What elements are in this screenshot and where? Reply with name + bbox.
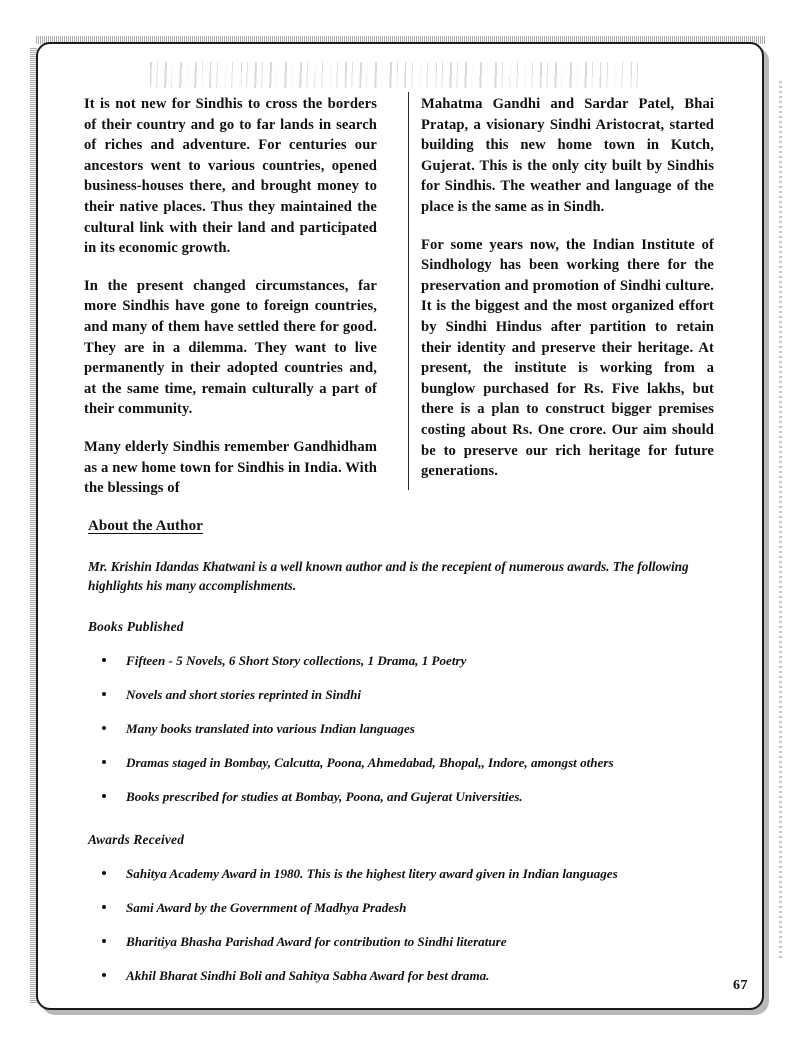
- list-item-label: Fifteen - 5 Novels, 6 Short Story collections, 1 Drama, 1 Poetry: [126, 653, 467, 668]
- bullet-dot-icon: [102, 726, 106, 730]
- bullet-dot-icon: [102, 692, 106, 696]
- list-item: [88, 865, 713, 883]
- paragraph: For some years now, the Indian Institute of Sindhology has been working there for the preservation and promotion of Sindhi culture. It is the biggest and the most organized effort by Sindhi Hindus after partition to retain their identity and preserve their heritage. At present, the institute is working from a bunglow purchased for Rs. Five lakhs, but there is a plan to construct bigger premises costing about Rs. One crore. Our aim should be to preserve our rich heritage for future generations.: [421, 236, 714, 480]
- bullet-dot-icon: [102, 658, 106, 662]
- bullet-dot-icon: [102, 973, 106, 977]
- list-item-label: Many books translated into various Indian languages: [126, 721, 415, 736]
- list-item: [88, 686, 713, 704]
- paragraph: Mahatma Gandhi and Sardar Patel, Bhai Pratap, a visionary Sindhi Aristocrat, started building this new home town in Kutch, Gujerat. This is the only city built by Sindhis for Sindhis. The weather and language of the place is the same as in Sindh.: [421, 96, 714, 215]
- books-published-list: [88, 652, 713, 806]
- list-item: [88, 754, 713, 772]
- list-item-label: Novels and short stories reprinted in Sindhi: [126, 687, 362, 702]
- awards-received-list: [88, 865, 713, 985]
- about-the-author-section: [88, 518, 713, 985]
- list-item: [88, 933, 713, 951]
- author-intro-text: Mr. Krishin Idandas Khatwani is a well known author and is the recepient of numerous awards. The following highlights his many accomplishments.: [88, 559, 689, 593]
- list-item-label: Sami Award by the Government of Madhya Pradesh: [126, 900, 407, 915]
- books-published-heading: Books Published: [88, 619, 184, 634]
- list-item: [88, 788, 713, 806]
- list-item-label: Sahitya Academy Award in 1980. This is the highest litery award given in Indian languages: [126, 866, 618, 881]
- bullet-dot-icon: [102, 939, 106, 943]
- bullet-dot-icon: [102, 794, 106, 798]
- about-the-author-heading: About the Author: [88, 518, 203, 534]
- running-header-ghost: [150, 62, 640, 88]
- awards-received-heading: Awards Received: [88, 832, 185, 847]
- paragraph: It is not new for Sindhis to cross the borders of their country and go to far lands in search of riches and adventure. For centuries our ancestors went to various countries, opened business-houses there, and brought money to their native places. Thus they maintained the cultural link with their land and participated in its economic growth.: [84, 96, 377, 257]
- paragraph: Many elderly Sindhis remember Gandhidham as a new home town for Sindhis in India. With the blessings of: [84, 438, 377, 497]
- list-item: [88, 967, 713, 985]
- paragraph: In the present changed circumstances, far more Sindhis have gone to foreign countries, and many of them have settled there for good. They are in a dilemma. They want to live permanently in their adopted countries and, at the same time, remain culturally a part of their community.: [84, 277, 377, 418]
- left-column: [84, 94, 395, 499]
- list-item: [88, 720, 713, 738]
- list-item-label: Dramas staged in Bombay, Calcutta, Poona, Ahmedabad, Bhopal,, Indore, amongst others: [126, 755, 614, 770]
- list-item-label: Bharitiya Bhasha Parishad Award for contribution to Sindhi literature: [126, 934, 507, 949]
- page-number: 67: [733, 978, 748, 993]
- bullet-dot-icon: [102, 905, 106, 909]
- bullet-dot-icon: [102, 760, 106, 764]
- list-item-label: Books prescribed for studies at Bombay, Poona, and Gujerat Universities.: [126, 789, 523, 804]
- column-divider-rule: [408, 92, 409, 490]
- list-item: [88, 652, 713, 670]
- bullet-dot-icon: [102, 871, 106, 875]
- list-item-label: Akhil Bharat Sindhi Boli and Sahitya Sabha Award for best drama.: [126, 968, 490, 983]
- right-column: [395, 94, 714, 499]
- two-column-body: [84, 94, 720, 499]
- list-item: [88, 899, 713, 917]
